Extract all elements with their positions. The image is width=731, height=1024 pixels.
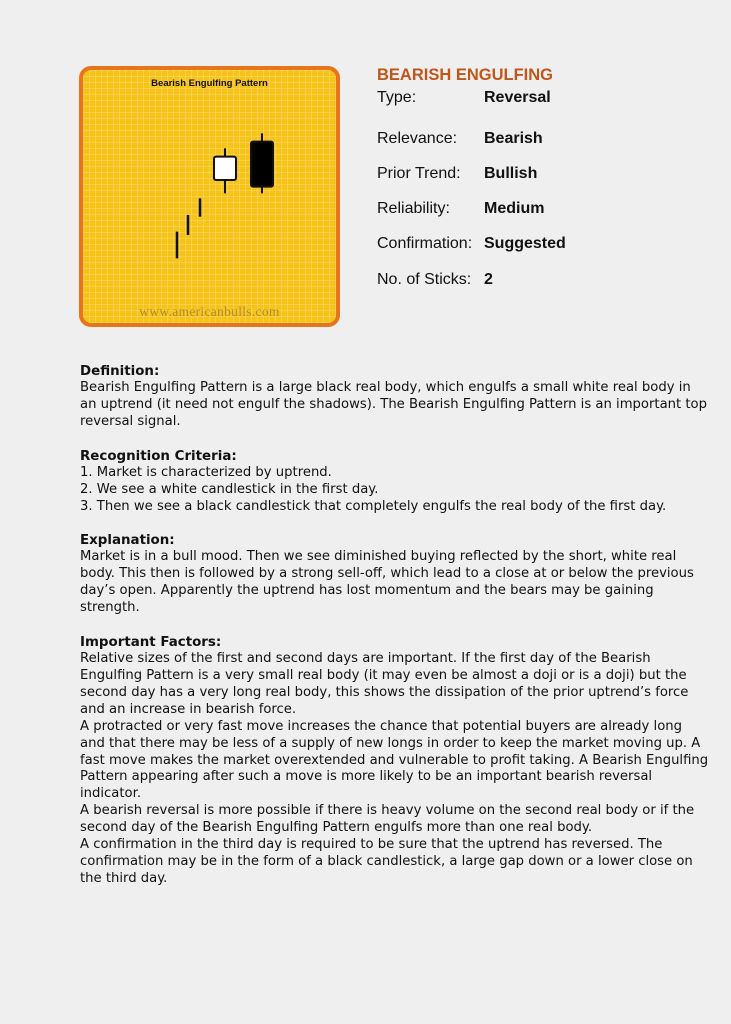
- attribute-value: Medium: [484, 200, 545, 217]
- criteria-item: 1. Market is characterized by uptrend.: [80, 464, 332, 480]
- attribute-value: 2: [484, 271, 493, 288]
- section-text: Market is in a bull mood. Then we see diminished buying reflected by the short, white real body. This then is followed by a strong sell-off, which lead to a close at or below the previous day’s open. Apparently the uptrend has lost momentum and the bears may be gaining strength.: [80, 549, 694, 616]
- factor-paragraph: Relative sizes of the first and second days are important. If the first day of the Bearish Engulfing Pattern is a very small real body (it may even be almost a doji or is a doji) but the second day has a very long real body, this shows the dissipation of the prior uptrend’s force and an increase in bearish force.: [80, 651, 689, 717]
- attribute-label: Type:: [377, 89, 417, 106]
- recognition-section: [80, 448, 710, 516]
- illustration-watermark: www.americanbulls.com: [139, 304, 280, 319]
- explanation-section: [80, 532, 710, 617]
- pattern-description: [80, 363, 710, 905]
- factor-paragraph: A bearish reversal is more possible if there is heavy volume on the second real body or if the second day of the Bearish Engulfing Pattern engulfs more than one real body.: [80, 803, 695, 836]
- attribute-label: No. of Sticks:: [377, 271, 472, 288]
- candlestick-chart: [83, 70, 336, 323]
- attribute-label: Prior Trend:: [377, 165, 461, 182]
- attribute-label: Confirmation:: [377, 235, 473, 252]
- second-candle-body: [251, 142, 273, 187]
- attribute-value: Suggested: [484, 235, 566, 252]
- factor-paragraph: A protracted or very fast move increases the chance that potential buyers are already long and that there may be less of a supply of new longs in order to keep the market moving up. A fast move makes the market overextended and vulnerable to profit taking. A Bearish Engulfing Pattern appearing after such a move is more likely to be an important bearish reversal indicator.: [80, 718, 709, 802]
- attribute-label: Reliability:: [377, 200, 450, 217]
- section-heading: Definition:: [80, 364, 160, 379]
- factor-paragraph: A confirmation in the third day is required to be sure that the uptrend has reversed. The confirmation may be in the form of a black candlestick, a large gap down or a lower close on the third day.: [80, 837, 693, 886]
- criteria-item: 3. Then we see a black candlestick that completely engulfs the real body of the first day.: [80, 498, 667, 514]
- attribute-value: Reversal: [484, 89, 551, 106]
- section-text: Bearish Engulfing Pattern is a large black real body, which engulfs a small white real body in an uptrend (it need not engulf the shadows). The Bearish Engulfing Pattern is an important top reversal signal.: [80, 380, 707, 429]
- section-heading: Explanation:: [80, 533, 175, 549]
- attribute-label: Relevance:: [377, 130, 458, 147]
- section-heading: Recognition Criteria:: [80, 448, 237, 464]
- illustration-title: Bearish Engulfing Pattern: [151, 78, 268, 89]
- criteria-item: 2. We see a white candlestick in the first day.: [80, 481, 379, 497]
- attribute-value: Bullish: [484, 165, 538, 182]
- definition-section: [80, 363, 710, 431]
- attribute-value: Bearish: [484, 130, 543, 147]
- factors-section: [80, 634, 710, 888]
- pattern-title: BEARISH ENGULFING: [377, 66, 554, 84]
- pattern-illustration: [79, 66, 340, 327]
- first-candle-body: [214, 157, 236, 180]
- section-heading: Important Factors:: [80, 635, 222, 651]
